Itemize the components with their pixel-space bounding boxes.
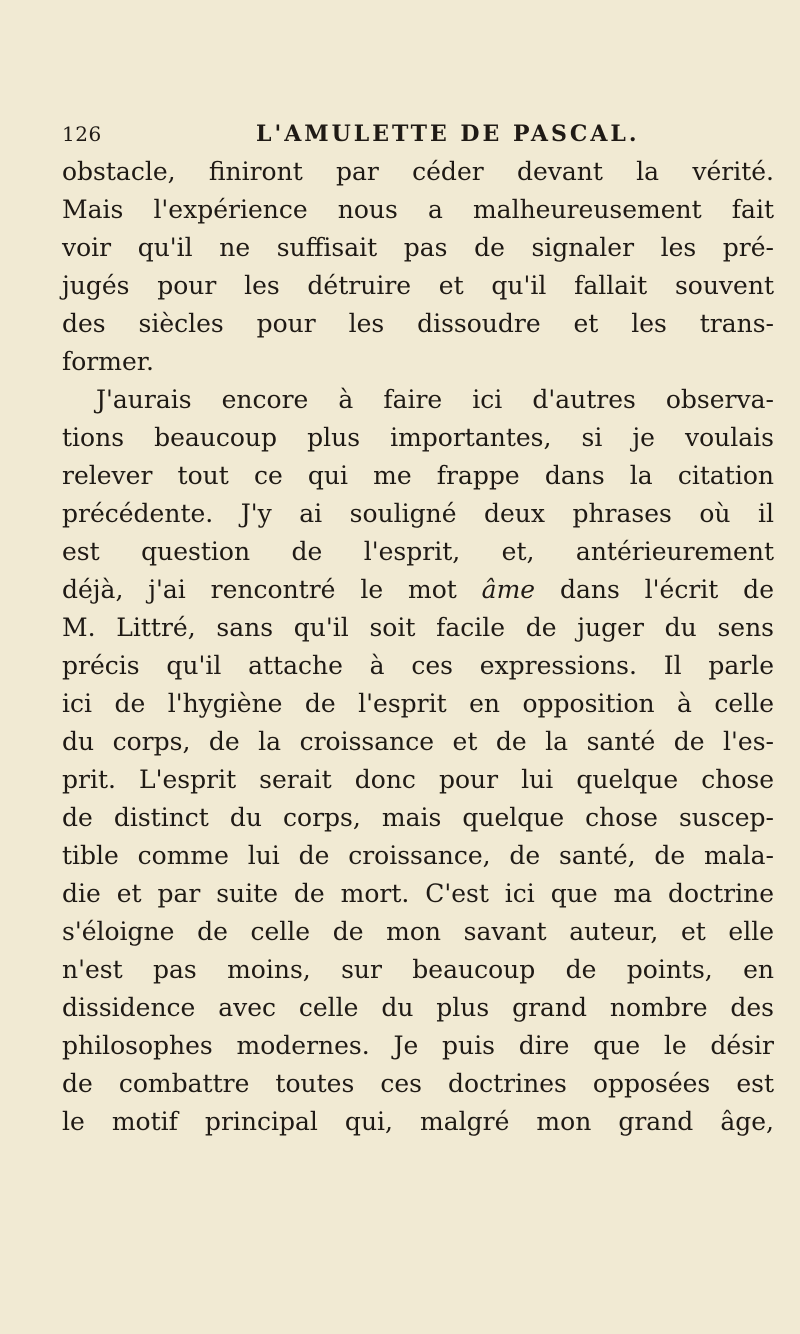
text-segment: dans l'écrit de (559, 575, 774, 604)
page-header (62, 116, 762, 152)
text-line: jugés pour les détruire et qu'il fallait souvent (62, 271, 774, 300)
text-line: précédente. J'y ai souligné deux phrases où il (62, 499, 774, 528)
text-line: ici de l'hygiène de l'esprit en opposition à celle (62, 689, 774, 718)
text-line: de distinct du corps, mais quelque chose suscep- (62, 803, 774, 832)
text-line: Mais l'expérience nous a malheureusement fait (62, 195, 774, 224)
text-line: J'aurais encore à faire ici d'autres observa- (96, 385, 774, 414)
text-line: obstacle, finiront par céder devant la vérité. (62, 157, 774, 186)
text-line: s'éloigne de celle de mon savant auteur, et elle (62, 917, 774, 946)
text-segment: déjà, j'ai rencontré le mot (62, 575, 457, 604)
text-line: former. (62, 347, 154, 376)
text-line: prit. L'esprit serait donc pour lui quelque chose (62, 765, 774, 794)
text-line: voir qu'il ne suffisait pas de signaler les pré- (62, 233, 774, 262)
text-line: die et par suite de mort. C'est ici que ma doctrine (62, 879, 774, 908)
page-number: 126 (62, 122, 102, 146)
text-line: le motif principal qui, malgré mon grand âge, (62, 1107, 774, 1136)
text-line: précis qu'il attache à ces expressions. Il parle (62, 651, 774, 680)
text-line: du corps, de la croissance et de la santé de l'es- (62, 727, 774, 756)
text-line: des siècles pour les dissoudre et les trans- (62, 309, 774, 338)
text-line: M. Littré, sans qu'il soit facile de juger du sens (62, 613, 774, 642)
text-line: de combattre toutes ces doctrines opposées est (62, 1069, 774, 1098)
text-line: philosophes modernes. Je puis dire que le désir (62, 1031, 774, 1060)
italic-word: âme (481, 575, 536, 604)
text-line: dissidence avec celle du plus grand nombre des (62, 993, 774, 1022)
text-line: relever tout ce qui me frappe dans la citation (62, 461, 774, 490)
body-text (62, 153, 774, 1141)
text-line: tible comme lui de croissance, de santé, de mala- (62, 841, 774, 870)
text-line: tions beaucoup plus importantes, si je voulais (62, 423, 774, 452)
text-line (62, 571, 774, 609)
text-line: est question de l'esprit, et, antérieurement (62, 537, 774, 566)
text-line: n'est pas moins, sur beaucoup de points, en (62, 955, 774, 984)
running-title: L'AMULETTE DE PASCAL. (256, 121, 640, 147)
